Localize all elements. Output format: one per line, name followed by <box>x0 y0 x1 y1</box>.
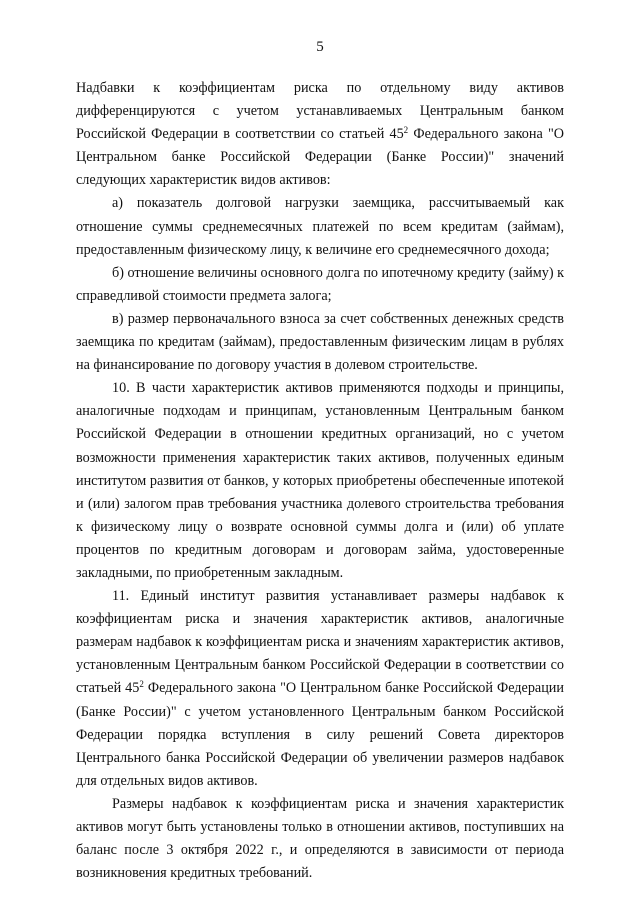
page-number: 5 <box>316 39 324 55</box>
paragraph-text-continued: Федерального закона "О Центральном банке Российской Федерации (Банке России)" с учетом установленного Центральным банком Российской Федерации порядка вступления в силу решений Совета директоров Центрального банка Российской Федерации об увеличении размеров надбавок для отдельных видов активов. <box>76 680 564 789</box>
paragraph-surcharge-sizes: Размеры надбавок к коэффициентам риска и значения характеристик активов могут быть установлены только в отношении активов, поступивших на баланс после 3 октября 2022 г., и определяются в зависимости от периода возникновения кредитных требований. <box>76 795 564 882</box>
paragraph-item-b: б) отношение величины основного долга по ипотечному кредиту (займу) к справедливой стоимости предмета залога; <box>76 264 564 304</box>
paragraph-item-a: а) показатель долговой нагрузки заемщика, рассчитываемый как отношение суммы среднемесячных платежей по всем кредитам (займам), предоставленным физическому лицу, к величине его среднемесячного дохода; <box>76 195 564 258</box>
paragraph-item-v: в) размер первоначального взноса за счет собственных денежных средств заемщика по кредитам (займам), предоставленным физическим лицам в рублях на финансирование по договору участия в долевом строительстве. <box>76 310 564 374</box>
paragraph-text: Надбавки к коэффициентам риска по отдельному виду активов дифференцируются с учетом устанавливаемых Центральным банком Российской Федерации в соответствии со статьей 45 <box>76 80 564 143</box>
document-body <box>76 77 564 885</box>
paragraph-surcharges-intro <box>76 77 564 192</box>
paragraph-text-continued: Федерального закона "О Центральном банке Российской Федерации (Банке России)" значений следующих характеристик видов активов: <box>76 126 564 189</box>
superscript-article-number: 2 <box>139 679 144 690</box>
superscript-article-number: 2 <box>403 125 409 136</box>
paragraph-clause-11 <box>76 585 564 793</box>
paragraph-text: 11. Единый институт развития устанавливает размеры надбавок к коэффициентам риска и значения характеристик активов, аналогичные размерам надбавок к коэффициентам риска и значениям характеристик активов, установленным Центральным банком Российской Федерации в соответствии со статьей 45 <box>76 588 564 697</box>
paragraph-clause-10: 10. В части характеристик активов применяются подходы и принципы, аналогичные подходам и принципам, установленным Центральным банком Российской Федерации в отношении кредитных организаций, но с учетом возможности применения характеристик таких активов, полученных единым институтом развития от банков, у которых приобретены обеспеченные ипотекой и (или) залогом прав требования участника долевого строительства требования к физическому лицу о возврате основной суммы долга и (или) об уплате процентов по кредитным договорам и договорам займа, удостоверенные закладными, по приобретенным закладным. <box>76 380 564 581</box>
